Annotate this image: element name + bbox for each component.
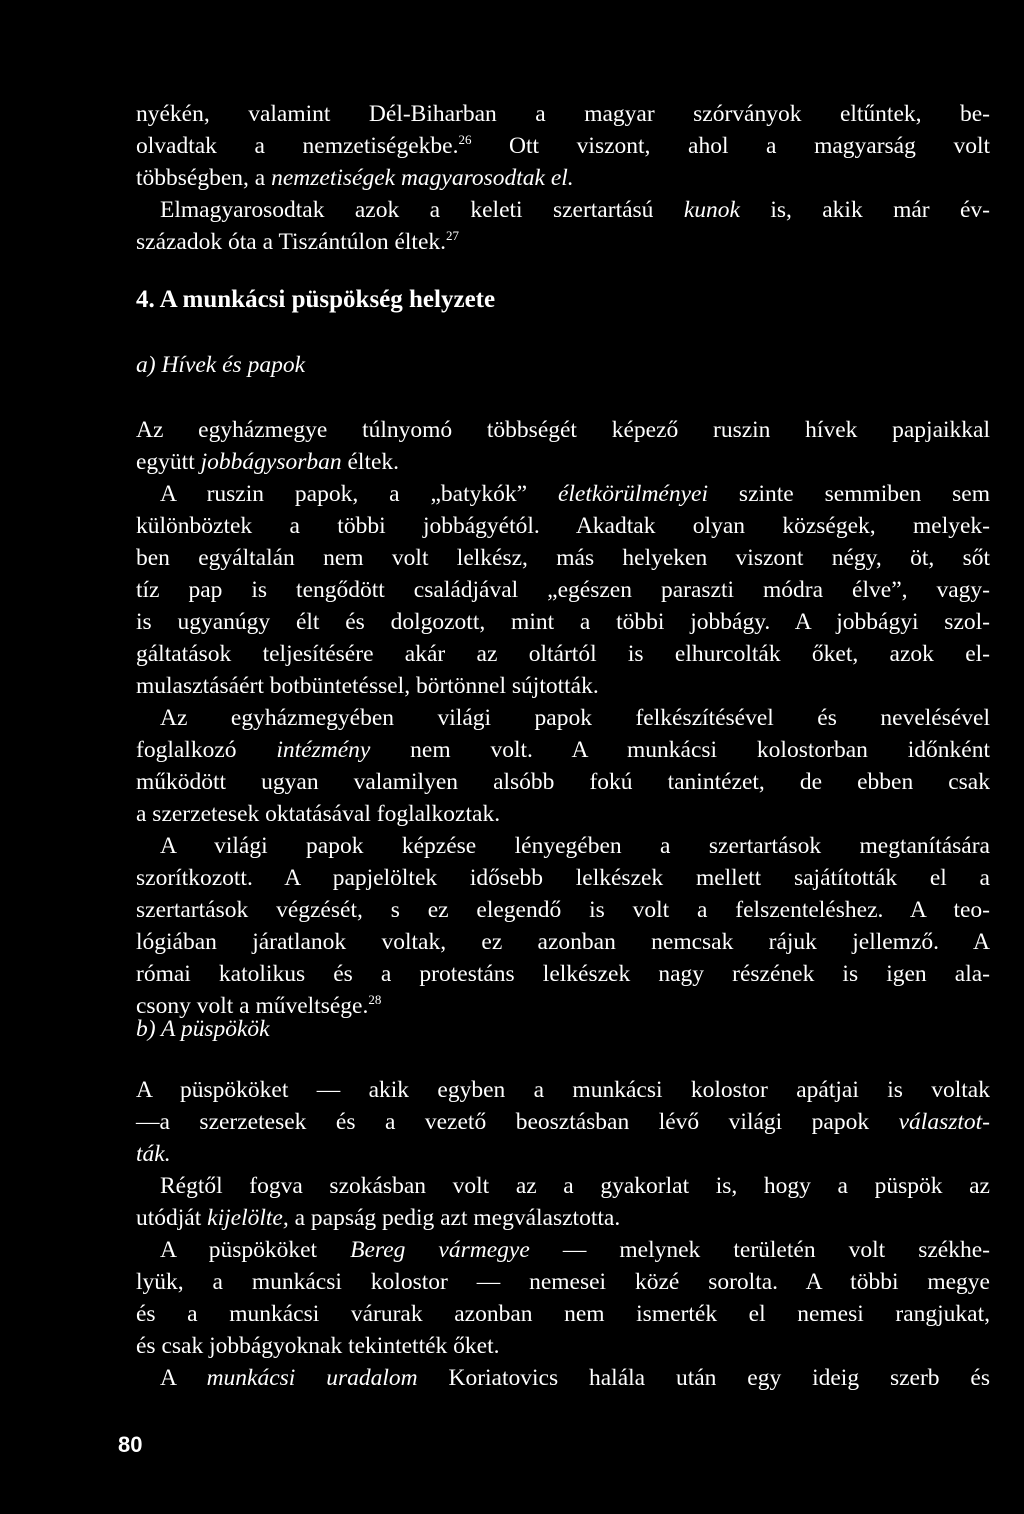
page-number: 80 (118, 1432, 143, 1457)
paragraph-puspokok (136, 1074, 990, 1394)
text-line (136, 1138, 990, 1170)
text-run: A (160, 1365, 207, 1391)
subheading-b: b) A püspökök (136, 1016, 270, 1042)
italic-text: jobbágysorban (200, 449, 342, 475)
text-run: A ruszin papok, a „batykók” (160, 481, 558, 507)
text-line (136, 478, 990, 510)
text-run: éltek. (341, 449, 400, 475)
text-line (136, 162, 990, 194)
text-line (136, 446, 990, 478)
text-line: gáltatások teljesítésére akár az oltártól is elhurcolták őket, azok el- (136, 641, 990, 667)
paragraph-hivek-es-papok (136, 414, 990, 1022)
italic-text: kijelölte, (207, 1205, 289, 1231)
footnote-ref: 27 (446, 228, 459, 243)
footnote-ref: 28 (368, 992, 382, 1007)
text-line: és a munkácsi várurak azonban nem ismerték el nemesi rangjukat, (136, 1301, 990, 1327)
text-line: és csak jobbágyoknak tekintették őket. (136, 1333, 500, 1359)
text-line (136, 1202, 990, 1234)
italic-text: választot- (898, 1109, 990, 1135)
text-line (136, 130, 990, 162)
text-run: is, akik már év- (739, 197, 990, 223)
text-line (136, 734, 990, 766)
text-run: olvadtak a nemzetiségekbe. (136, 133, 459, 159)
section-number: 4. (136, 286, 155, 313)
text-line: szorítkozott. A papjelöltek idősebb lelkészek mellett sajátították el a (136, 865, 990, 891)
italic-text: életkörülményei (557, 481, 709, 507)
text-line: is ugyanúgy élt és dolgozott, mint a többi jobbágy. A jobbágyi szol- (136, 609, 990, 635)
text-line: a szerzetesek oktatásával foglalkoztak. (136, 801, 501, 827)
italic-text: munkácsi uradalom (206, 1365, 418, 1391)
subheading-a: a) Hívek és papok (136, 352, 305, 378)
text-line (136, 194, 990, 226)
italic-text: ták. (136, 1141, 171, 1167)
text-line: Régtől fogva szokásban volt az a gyakorlat is, hogy a püspök az (160, 1173, 990, 1199)
text-line: A világi papok képzése lényegében a szertartások megtanítására (160, 833, 990, 859)
text-run: utódját (136, 1205, 208, 1231)
text-line: lyük, a munkácsi kolostor — nemesei közé sorolta. A többi megye (136, 1269, 990, 1295)
paragraph-opening (136, 98, 990, 258)
text-line: Az egyházmegyében világi papok felkészítésével és nevelésével (160, 705, 990, 731)
text-line (136, 1106, 990, 1138)
section-title: A munkácsi püspökség helyzete (154, 286, 496, 313)
footnote-ref: 26 (458, 132, 472, 147)
italic-text: Bereg vármegye (350, 1237, 530, 1263)
text-run: nem volt. A munkácsi kolostorban időnként (370, 737, 990, 763)
italic-text: kunok (683, 197, 740, 223)
text-run: a papság pedig azt megválasztotta. (288, 1205, 621, 1231)
italic-text: intézmény (276, 737, 371, 763)
text-line: szertartások végzését, s ez elegendő is volt a felszenteléshez. A teo- (136, 897, 990, 923)
text-run: többségben, a (136, 165, 272, 191)
text-run: Ott viszont, ahol a magyarság volt (471, 133, 990, 159)
text-line: A püspököket — akik egyben a munkácsi kolostor apátjai is voltak (136, 1077, 990, 1103)
text-run: szinte semmiben sem (708, 481, 990, 507)
text-run: csony volt a műveltsége. (136, 993, 369, 1019)
text-run: Koriatovics halála után egy ideig szerb és (417, 1365, 990, 1391)
text-line: nyékén, valamint Dél-Biharban a magyar szórványok eltűntek, be- (136, 101, 990, 127)
text-line (136, 226, 990, 258)
text-line: lógiában járatlanok voltak, ez azonban nemcsak rájuk jellemző. A (136, 929, 990, 955)
text-run: együtt (136, 449, 201, 475)
text-run: — melynek területén volt székhe- (529, 1237, 990, 1263)
text-run: A püspököket (160, 1237, 351, 1263)
text-line: különböztek a többi jobbágyétól. Akadtak olyan községek, melyek- (136, 513, 990, 539)
text-line: tíz pap is tengődött családjával „egészen paraszti módra élve”, vagy- (136, 577, 990, 603)
text-line (136, 1362, 990, 1394)
section-heading (136, 286, 495, 314)
text-line: ben egyáltalán nem volt lelkész, más helyeken viszont négy, öt, sőt (136, 545, 990, 571)
text-line: működött ugyan valamilyen alsóbb fokú tanintézet, de ebben csak (136, 769, 990, 795)
text-run: foglalkozó (136, 737, 277, 763)
text-run: Elmagyarosodtak azok a keleti szertartású (160, 197, 684, 223)
italic-text: nemzetiségek magyarosodtak el. (271, 165, 574, 191)
text-line: mulasztásáért botbüntetéssel, börtönnel sújtották. (136, 673, 599, 699)
text-run: századok óta a Tiszántúlon éltek. (136, 229, 446, 255)
text-run: —a szerzetesek és a vezető beosztásban lévő világi papok (136, 1109, 899, 1135)
text-line (136, 1234, 990, 1266)
text-line: Az egyházmegye túlnyomó többségét képező ruszin hívek papjaikkal (136, 417, 990, 443)
text-line: római katolikus és a protestáns lelkészek nagy részének is igen ala- (136, 961, 990, 987)
